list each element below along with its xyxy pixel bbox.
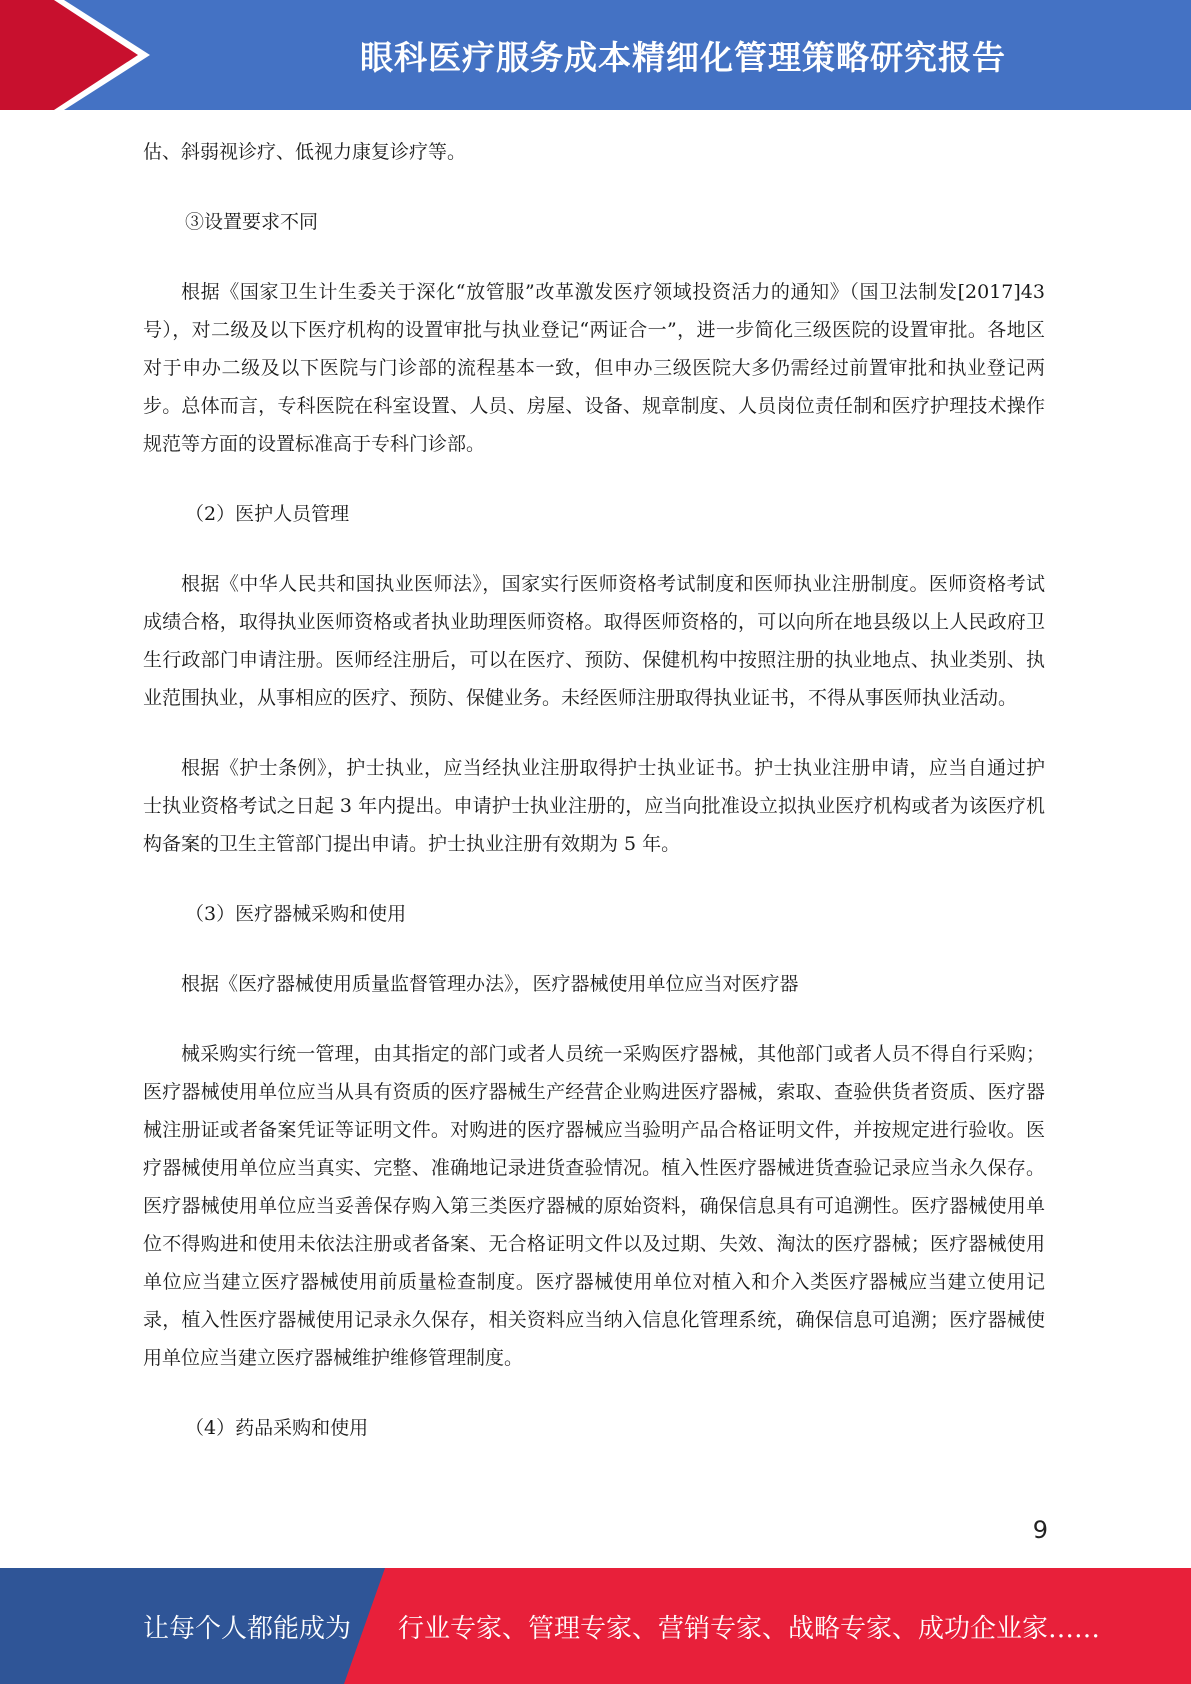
footer-slogan-right: 行业专家、管理专家、营销专家、战略专家、成功企业家…… bbox=[398, 1613, 1101, 1644]
document-body bbox=[143, 133, 1045, 1479]
body-paragraph: 根据《国家卫生计生委关于深化“放管服”改革激发医疗领域投资活力的通知》（国卫法制发[2017]43 号），对二级及以下医疗机构的设置审批与执业登记“两证合一”，进一步简化三级医院的设置审批。各地区对于申办二级及以下医院与门诊部的流程基本一致，但申办三级医院大多仍需经过前置审批和执业登记两步。总体而言，专科医院在科室设置、人员、房屋、设备、规章制度、人员岗位责任制和医疗护理技术操作规范等方面的设置标准高于专科门诊部。 bbox=[143, 281, 1045, 455]
page-footer bbox=[0, 1568, 1191, 1684]
body-paragraph: 械采购实行统一管理，由其指定的部门或者人员统一采购医疗器械，其他部门或者人员不得自行采购；医疗器械使用单位应当从具有资质的医疗器械生产经营企业购进医疗器械，索取、查验供货者资质、医疗器械注册证或者备案凭证等证明文件。对购进的医疗器械应当验明产品合格证明文件，并按规定进行验收。医疗器械使用单位应当真实、完整、准确地记录进货查验情况。植入性医疗器械进货查验记录应当永久保存。医疗器械使用单位应当妥善保存购入第三类医疗器械的原始资料，确保信息具有可追溯性。医疗器械使用单位不得购进和使用未依法注册或者备案、无合格证明文件以及过期、失效、淘汰的医疗器械；医疗器械使用单位应当建立医疗器械使用前质量检查制度。医疗器械使用单位对植入和介入类医疗器械应当建立使用记录，植入性医疗器械使用记录永久保存，相关资料应当纳入信息化管理系统，确保信息可追溯；医疗器械使用单位应当建立医疗器械维护维修管理制度。 bbox=[143, 1043, 1045, 1369]
page-number: 9 bbox=[1032, 1516, 1048, 1544]
body-paragraph: 根据《医疗器械使用质量监督管理办法》，医疗器械使用单位应当对医疗器 bbox=[181, 973, 799, 995]
section-heading: ③设置要求不同 bbox=[185, 211, 319, 233]
section-heading: （2）医护人员管理 bbox=[185, 503, 350, 525]
report-title: 眼科医疗服务成本精细化管理策略研究报告 bbox=[360, 37, 1006, 77]
footer-slogan-left: 让每个人都能成为 bbox=[143, 1613, 352, 1644]
body-paragraph: 估、斜弱视诊疗、低视力康复诊疗等。 bbox=[143, 141, 467, 163]
section-heading: （3）医疗器械采购和使用 bbox=[185, 903, 407, 925]
red-chevron-decoration bbox=[0, 0, 160, 110]
body-paragraph: 根据《护士条例》，护士执业，应当经执业注册取得护士执业证书。护士执业注册申请，应当自通过护士执业资格考试之日起 3 年内提出。申请护士执业注册的，应当向批准设立拟执业医疗机构或者为该医疗机构备案的卫生主管部门提出申请。护士执业注册有效期为 5 年。 bbox=[143, 757, 1045, 855]
page-header bbox=[0, 0, 1191, 110]
body-paragraph: 根据《中华人民共和国执业医师法》，国家实行医师资格考试制度和医师执业注册制度。医师资格考试成绩合格，取得执业医师资格或者执业助理医师资格。取得医师资格的，可以向所在地县级以上人民政府卫生行政部门申请注册。医师经注册后，可以在医疗、预防、保健机构中按照注册的执业地点、执业类别、执业范围执业，从事相应的医疗、预防、保健业务。未经医师注册取得执业证书，不得从事医师执业活动。 bbox=[143, 573, 1045, 709]
section-heading: （4）药品采购和使用 bbox=[185, 1417, 369, 1439]
